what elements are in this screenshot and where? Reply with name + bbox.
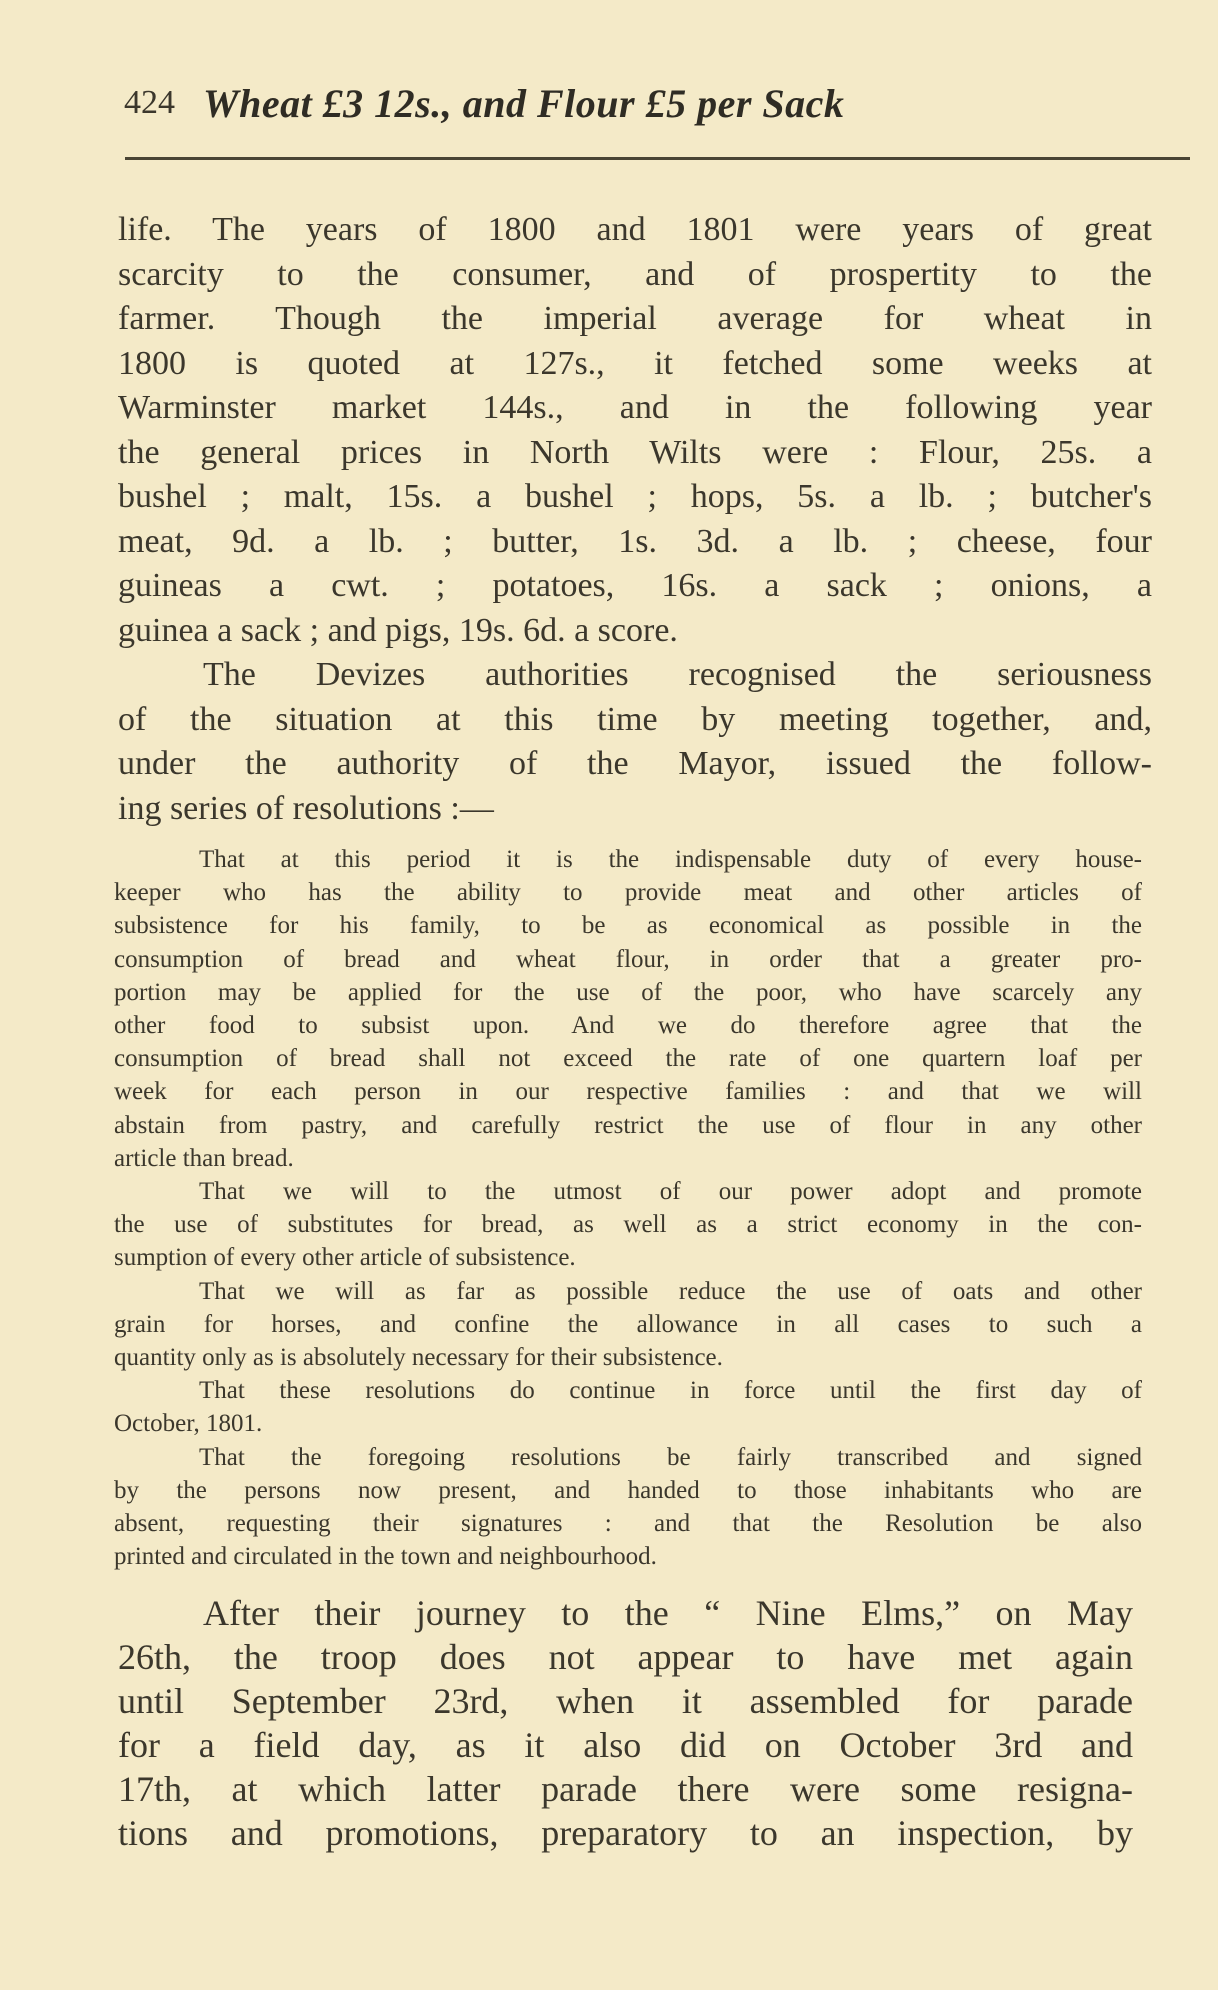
- text-line: bushel ; malt, 15s. a bushel ; hops, 5s. a lb. ; butcher's: [118, 478, 1152, 515]
- text-line: quantity only as is absolutely necessary for their subsistence.: [114, 1344, 723, 1372]
- text-line: portion may be applied for the use of the poor, who have scarcely any: [114, 978, 1142, 1006]
- text-line: 17th, at which latter parade there were some resigna-: [118, 1768, 1133, 1809]
- text-line: abstain from pastry, and carefully restrict the use of flour in any other: [114, 1111, 1142, 1139]
- running-title: Wheat £3 12s., and Flour £5 per Sack: [203, 81, 845, 126]
- text-line: ing series of resolutions :—: [118, 789, 494, 827]
- text-line: absent, requesting their signatures : and that the Resolution be also: [114, 1510, 1142, 1538]
- text-line: sumption of every other article of subsistence.: [114, 1244, 576, 1272]
- text-line: other food to subsist upon. And we do therefore agree that the: [114, 1012, 1142, 1040]
- text-line: the general prices in North Wilts were : Flour, 25s. a: [118, 433, 1152, 471]
- text-line: That we will as far as possible reduce the use of oats and other: [199, 1277, 1142, 1305]
- resolutions-text: [114, 843, 1142, 1573]
- text-line: by the persons now present, and handed to those inhabitants who are: [114, 1476, 1142, 1504]
- text-line: until September 23rd, when it assembled for parade: [118, 1680, 1133, 1721]
- text-line: life. The years of 1800 and 1801 were years of great: [118, 211, 1152, 248]
- text-line: That these resolutions do continue in force until the first day of: [199, 1377, 1142, 1405]
- text-line: 1800 is quoted at 127s., it fetched some weeks at: [118, 344, 1152, 382]
- text-line: under the authority of the Mayor, issued the follow-: [118, 745, 1152, 782]
- text-line: October, 1801.: [114, 1410, 263, 1438]
- text-line: for a field day, as it also did on October 3rd and: [118, 1724, 1133, 1765]
- text-line: subsistence for his family, to be as economical as possible in the: [114, 912, 1142, 940]
- text-line: That the foregoing resolutions be fairly transcribed and signed: [199, 1443, 1142, 1471]
- text-line: the use of substitutes for bread, as well as a strict economy in the con-: [114, 1211, 1142, 1239]
- text-line: article than bread.: [114, 1144, 294, 1172]
- text-line: guineas a cwt. ; potatoes, 16s. a sack ; onions, a: [118, 567, 1152, 604]
- text-line: After their journey to the “ Nine Elms,” on May: [203, 1593, 1133, 1633]
- text-line: keeper who has the ability to provide meat and other articles of: [114, 879, 1142, 907]
- text-line: grain for horses, and confine the allowance in all cases to such a: [114, 1310, 1142, 1338]
- text-line: That we will to the utmost of our power adopt and promote: [199, 1178, 1142, 1206]
- text-line: of the situation at this time by meeting together, and,: [118, 700, 1152, 738]
- text-line: Warminster market 144s., and in the following year: [118, 389, 1152, 426]
- text-line: meat, 9d. a lb. ; butter, 1s. 3d. a lb. ; cheese, four: [118, 522, 1152, 560]
- text-line: printed and circulated in the town and neighbourhood.: [114, 1543, 657, 1571]
- closing-paragraph: [118, 1592, 1133, 1855]
- text-line: week for each person in our respective families : and that we will: [114, 1078, 1142, 1106]
- text-line: That at this period it is the indispensable duty of every house-: [199, 846, 1142, 873]
- body-text: [118, 208, 1152, 831]
- text-line: guinea a sack ; and pigs, 19s. 6d. a score.: [118, 611, 678, 649]
- text-line: tions and promotions, preparatory to an inspection, by: [118, 1812, 1133, 1853]
- text-line: The Devizes authorities recognised the seriousness: [203, 656, 1152, 693]
- text-line: 26th, the troop does not appear to have met again: [118, 1636, 1133, 1677]
- text-line: farmer. Though the imperial average for wheat in: [118, 300, 1152, 337]
- header-rule: [125, 157, 1190, 160]
- page-number: 424: [124, 84, 175, 121]
- text-line: consumption of bread and wheat flour, in order that a greater pro-: [114, 945, 1142, 973]
- text-line: scarcity to the consumer, and of prospertity to the: [118, 255, 1152, 293]
- text-line: consumption of bread shall not exceed the rate of one quartern loaf per: [114, 1045, 1142, 1073]
